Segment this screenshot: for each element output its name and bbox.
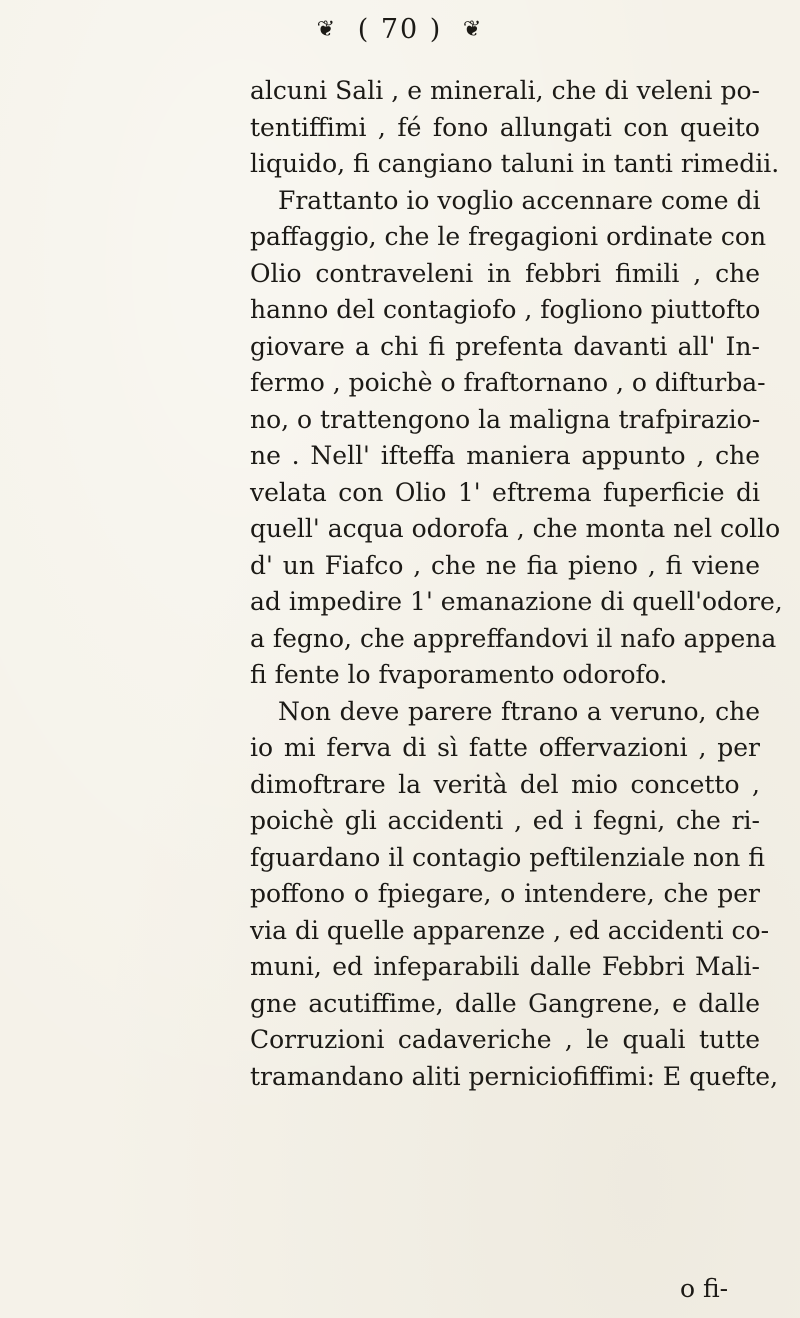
text-line: Corruzioni cadaveriche , le quali tutte xyxy=(250,1025,760,1054)
text-line: tentiffimi , fé fono allungati con queito xyxy=(250,112,760,142)
text-line: dimoftrare la verità del mio concetto , xyxy=(250,769,760,799)
text-line: via di quelle apparenze , ed accidenti co- xyxy=(250,915,770,945)
text-line: Olio contraveleni in febbri fimili , che xyxy=(250,258,760,288)
text-line: poffono o fpiegare, o intendere, che per xyxy=(250,879,760,908)
text-line: quell' acqua odorofa , che monta nel collo xyxy=(250,514,781,543)
text-line: paffaggio, che le fregagioni ordinate con xyxy=(250,222,767,251)
text-line: no, o trattengono la maligna trafpirazio- xyxy=(250,404,761,434)
text-line: Non deve parere ftrano a veruno, che xyxy=(278,696,760,726)
text-line: io mi ferva di sì fatte offervazioni , per xyxy=(250,733,760,762)
text-line: Frattanto io voglio accennare come di xyxy=(278,185,761,215)
text-line: tramandano aliti perniciofiffimi: E quefte, xyxy=(250,1061,779,1091)
catchword: o fi- xyxy=(680,1274,729,1303)
ornament-left-icon: ❦ xyxy=(316,17,338,42)
text-line: fermo , poichè o fraftornano , o difturba- xyxy=(250,368,766,397)
text-line: muni, ed infeparabili dalle Febbri Mali- xyxy=(250,952,760,981)
text-line: alcuni Sali , e minerali, che di veleni po- xyxy=(250,76,760,105)
text-line: velata con Olio 1' eftrema fuperficie di xyxy=(250,477,760,507)
text-line: liquido, fi cangiano taluni in tanti rimedii. xyxy=(250,149,780,178)
text-line: hanno del contagiofo , fogliono piuttofto xyxy=(250,295,761,324)
text-line: ad impedire 1' emanazione di quell'odore, xyxy=(250,587,783,616)
body-text xyxy=(250,73,783,1095)
text-line: a fegno, che appreffandovi il nafo appena xyxy=(250,623,777,653)
page-number: ( 70 ) xyxy=(357,14,443,45)
page-header xyxy=(0,14,800,45)
text-line: poichè gli accidenti , ed i fegni, che ri- xyxy=(250,806,760,835)
text-line: fguardano il contagio peftilenziale non fi xyxy=(250,842,765,872)
ornament-right-icon: ❦ xyxy=(462,17,484,42)
text-line: d' un Fiafco , che ne fia pieno , fi viene xyxy=(250,550,760,580)
text-line: gne acutiffime, dalle Gangrene, e dalle xyxy=(250,988,760,1018)
text-line: ne . Nell' ifteffa maniera appunto , che xyxy=(250,441,760,470)
text-line: giovare a chi fi prefenta davanti all' In- xyxy=(250,331,760,361)
text-line: fi fente lo fvaporamento odorofo. xyxy=(250,660,668,689)
